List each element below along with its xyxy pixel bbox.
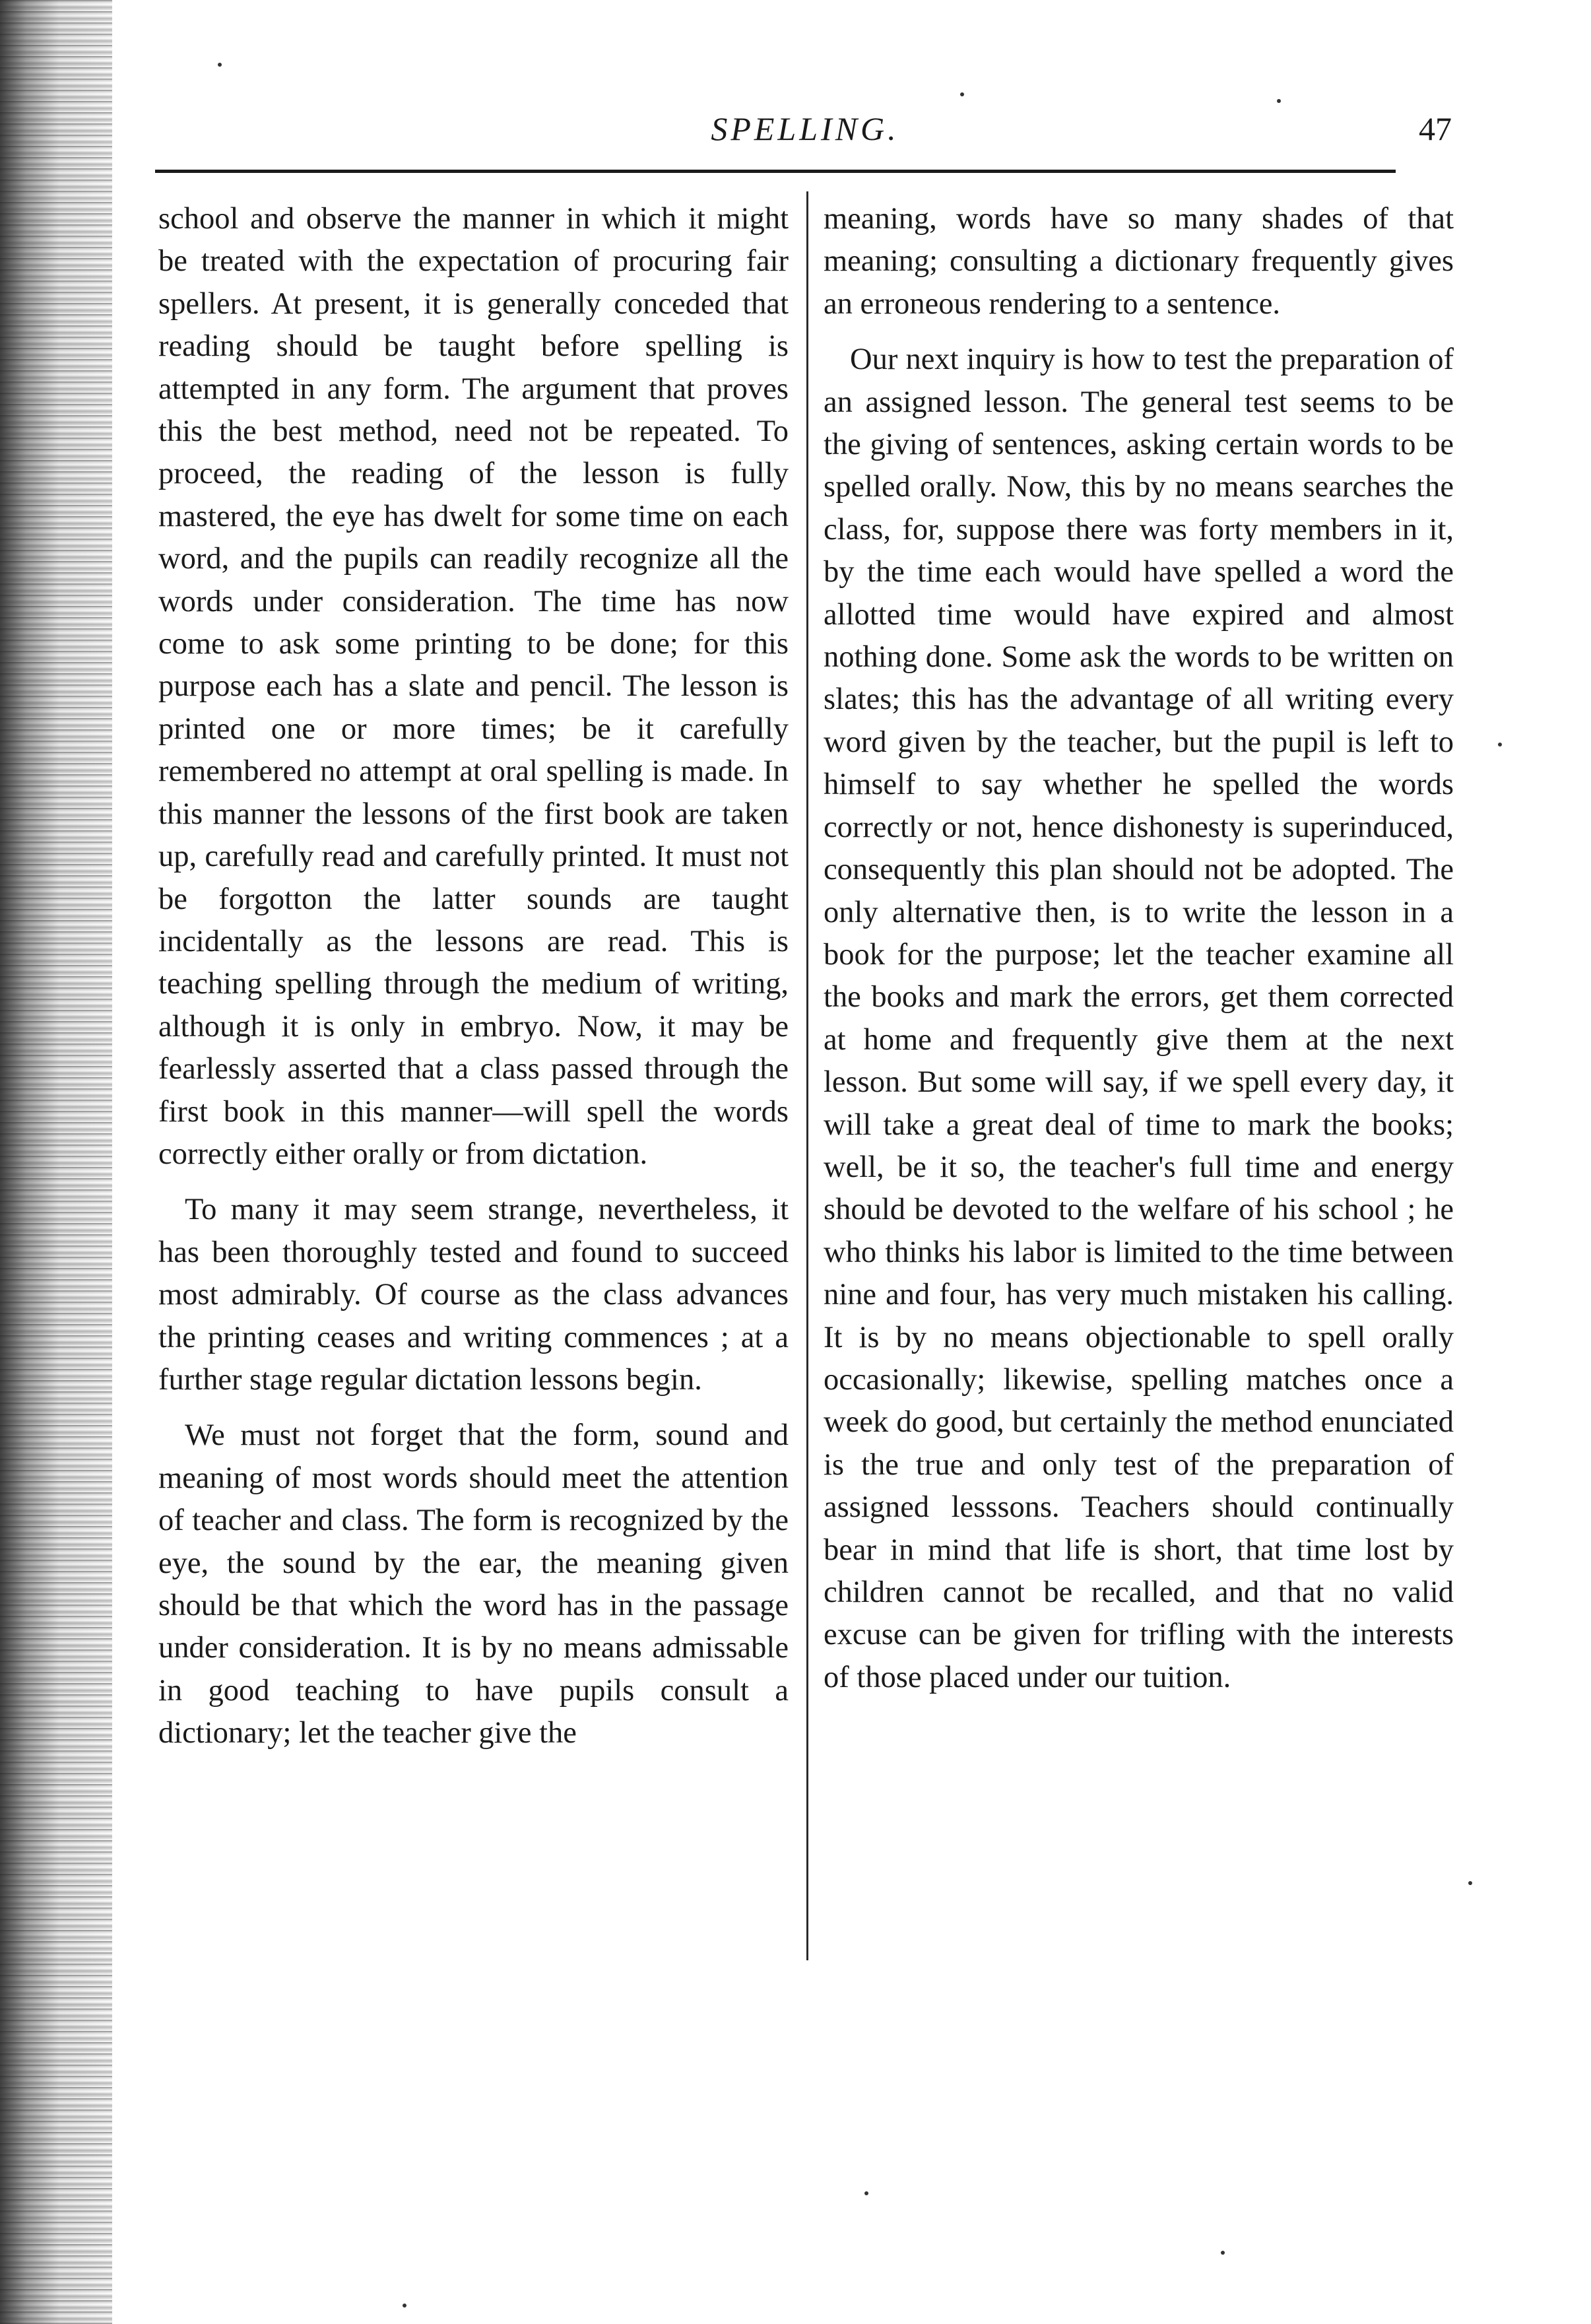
scan-speck xyxy=(403,2304,406,2307)
scan-speck xyxy=(1221,2251,1225,2255)
header-rule xyxy=(155,170,1396,173)
page-header xyxy=(158,99,1452,172)
scan-speck xyxy=(960,92,964,96)
scan-speck xyxy=(864,2191,868,2195)
left-paragraph-1: school and observe the manner in which it might be treated with the expectation of procuring fair spellers. At present, it is generally conceded that reading should be taught before spelling is attempted in any form. The argument that proves this the best method, need not be repeated. To proceed, the reading of the lesson is fully mastered, the eye has dwelt for some time on each word, and the pupils can readily recognize all the words under consideration. The time has now come to ask some printing to be done; for this purpose each has a slate and pencil. The lesson is printed one or more times; be it carefully remembered no attempt at oral spelling is made. In this manner the lessons of the first book are taken up, carefully read and carefully printed. It must not be forgotton the latter sounds are taught incidentally as the lessons are read. This is teaching spelling through the medium of writing, although it is only in embryo. Now, it may be fearlessly asserted that a class passed through the first book in this manner—will spell the words correctly either orally or from dictation. xyxy=(158,202,789,1171)
scan-speck xyxy=(1277,99,1281,103)
right-paragraph-1: meaning, words have so many shades of that meaning; consulting a dictionary frequently gives an erroneous rendering to a sentence. xyxy=(824,202,1454,321)
right-column xyxy=(824,198,1454,1967)
left-column xyxy=(158,198,789,1967)
scan-speck xyxy=(218,63,222,67)
left-paragraph-3: We must not forget that the form, sound and meaning of most words should meet the attention of teacher and class. The form is recognized by the eye, the sound by the ear, the meaning given should be that which the word has in the passage under consideration. It is by no means admissable in good teaching to have pupils consult a dictionary; let the teacher give the xyxy=(158,1418,789,1750)
right-paragraph-2: Our next inquiry is how to test the preparation of an assigned lesson. The general test seems to be the giving of sentences, asking certain words to be spelled orally. Now, this by no means searches the class, for, suppose there was forty members in it, by the time each would have spelled a word the allotted time would have expired and almost nothing done. Some ask the words to be written on slates; this has the advantage of all writing every word given by the teacher, but the pupil is left to himself to say whether he spelled the words correctly or not, hence dishonesty is superinduced, consequently this plan should not be adopted. The only alternative then, is to write the lesson in a book for the purpose; let the teacher examine all the books and mark the errors, get them corrected at home and frequently give them at the next lesson. But some will say, if we spell every day, it will take a great deal of time to mark the books; well, be it so, the teacher's full time and energy should be devoted to the welfare of his school ; he who thinks his labor is limited to the time between nine and four, has very much mistaken his calling. It is by no means objectionable to spell orally occasionally; likewise, spelling matches once a week do good, but certainly the method enunciated is the true and only test of the preparation of assigned lesssons. Teachers should continually bear in mind that life is short, that time lost by children cannot be recalled, and that no valid excuse can be given for trifling with the interests of those placed under our tuition. xyxy=(824,343,1454,1694)
scan-speck xyxy=(1468,1881,1472,1885)
scan-speck xyxy=(1498,743,1502,747)
left-paragraph-2: To many it may seem strange, nevertheless, it has been thoroughly tested and found to succeed most admirably. Of course as the class advances the printing ceases and writing commences ; at a further stage regular dictation lessons begin. xyxy=(158,1193,789,1397)
column-divider xyxy=(806,191,808,1960)
running-title: SPELLING. xyxy=(711,110,899,147)
page-number: 47 xyxy=(1419,110,1452,147)
scanned-binding-edge xyxy=(0,0,112,2324)
